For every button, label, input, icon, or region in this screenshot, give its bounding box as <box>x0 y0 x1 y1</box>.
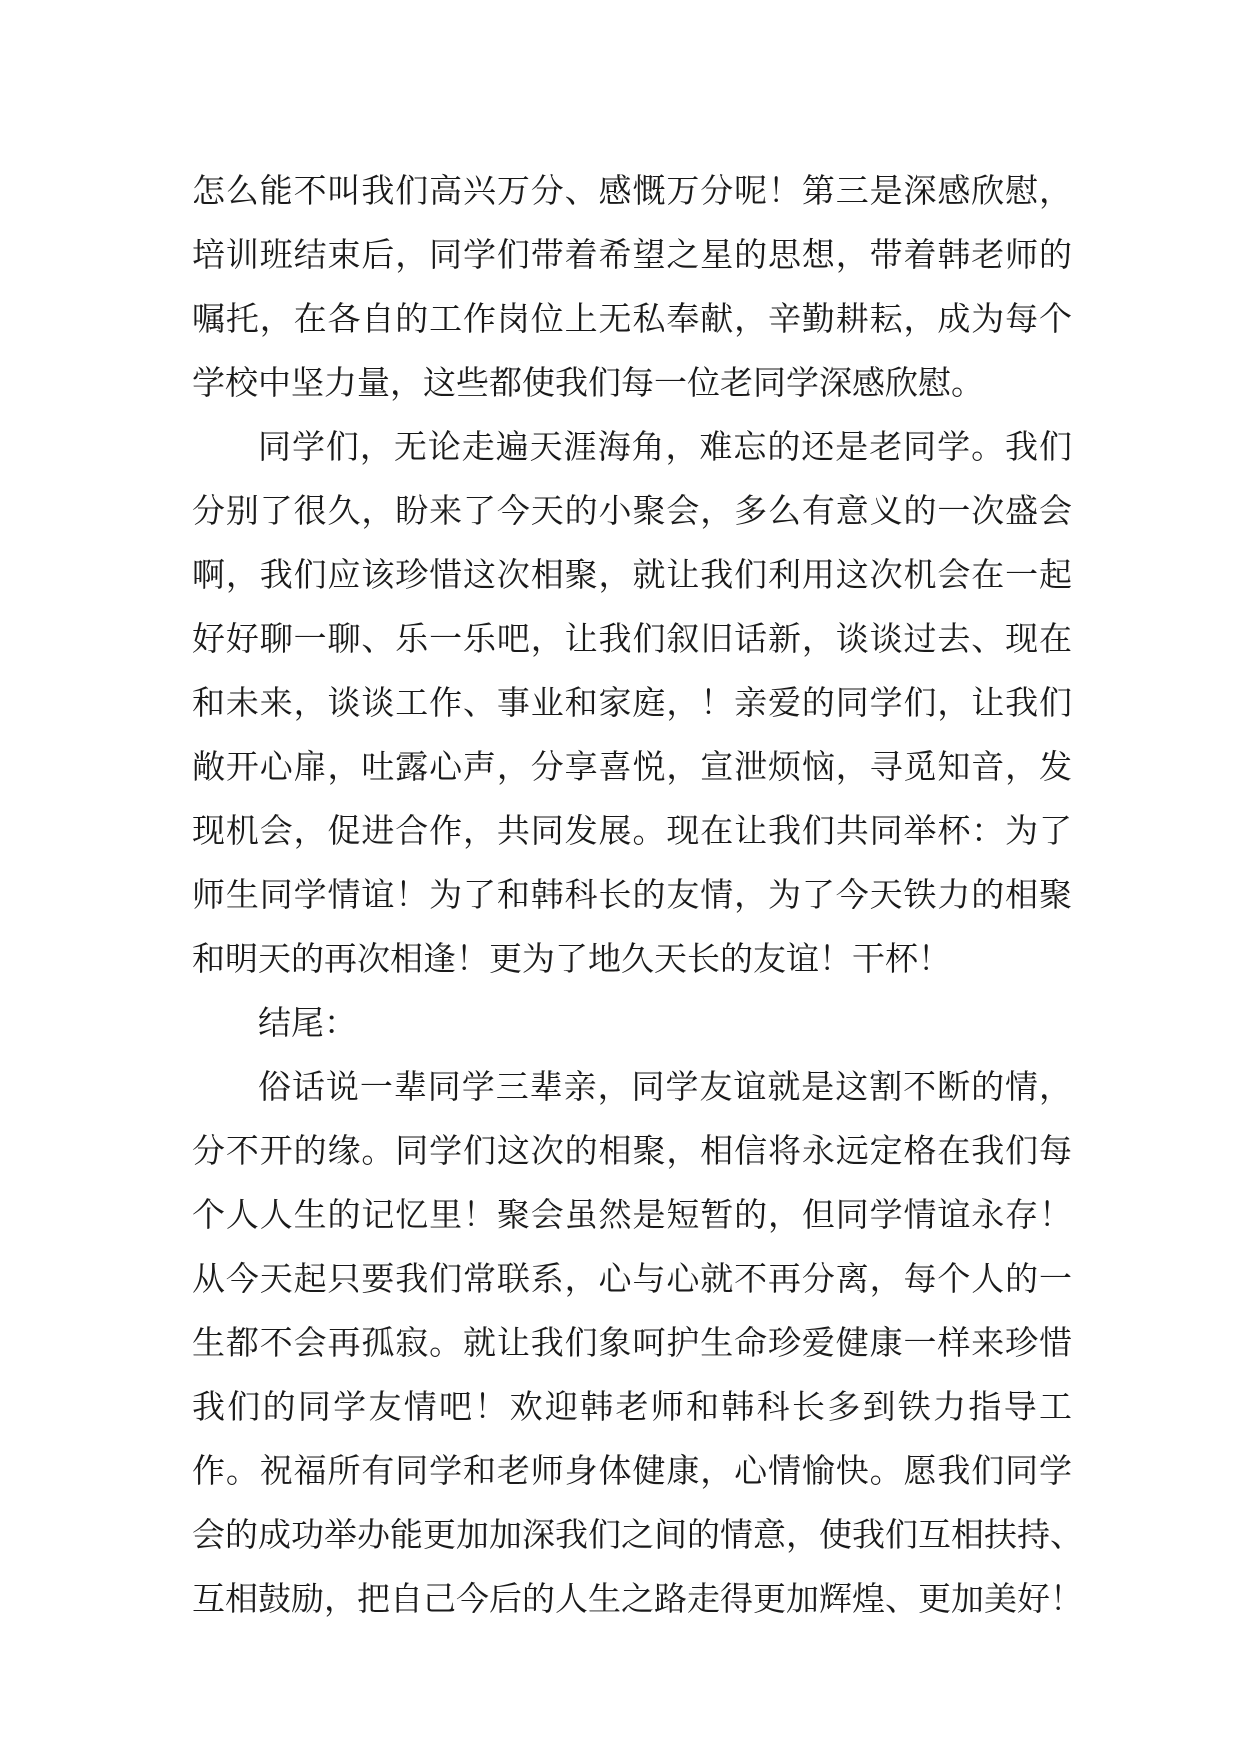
text-line: 我们的同学友情吧！欢迎韩老师和韩科长多到铁力指导工 <box>192 1387 1072 1426</box>
text-line: 和明天的再次相逢！更为了地久天长的友谊！干杯！ <box>192 939 951 978</box>
text-line: 生都不会再孤寂。就让我们象呵护生命珍爱健康一样来珍惜 <box>192 1323 1072 1362</box>
text-line: 师生同学情谊！为了和韩科长的友情，为了今天铁力的相聚 <box>192 875 1072 914</box>
text-line: 培训班结束后，同学们带着希望之星的思想，带着韩老师的 <box>192 235 1072 274</box>
paragraph-first-line: 俗话说一辈同学三辈亲，同学友谊就是这割不断的情， <box>258 1067 1072 1106</box>
paragraph-first-line: 同学们，无论走遍天涯海角，难忘的还是老同学。我们 <box>258 427 1072 466</box>
text-line: 从今天起只要我们常联系，心与心就不再分离，每个人的一 <box>192 1259 1072 1298</box>
text-line: 分别了很久，盼来了今天的小聚会，多么有意义的一次盛会 <box>192 491 1072 530</box>
text-line: 作。祝福所有同学和老师身体健康，心情愉快。愿我们同学 <box>192 1451 1072 1490</box>
text-line: 啊，我们应该珍惜这次相聚，就让我们利用这次机会在一起 <box>192 555 1072 594</box>
text-line: 和未来，谈谈工作、事业和家庭，！亲爱的同学们，让我们 <box>192 683 1072 722</box>
section-heading: 结尾： <box>258 1003 357 1042</box>
text-line: 会的成功举办能更加加深我们之间的情意，使我们互相扶持、 <box>192 1515 1083 1554</box>
text-line: 个人人生的记忆里！聚会虽然是短暂的，但同学情谊永存！ <box>192 1195 1072 1234</box>
text-line: 嘱托，在各自的工作岗位上无私奉献，辛勤耕耘，成为每个 <box>192 299 1072 338</box>
text-line: 怎么能不叫我们高兴万分、感慨万分呢！第三是深感欣慰， <box>192 171 1072 210</box>
text-line: 分不开的缘。同学们这次的相聚，相信将永远定格在我们每 <box>192 1131 1072 1170</box>
document-body <box>192 159 1083 1631</box>
text-line: 好好聊一聊、乐一乐吧，让我们叙旧话新，谈谈过去、现在 <box>192 619 1072 658</box>
text-line: 敞开心扉，吐露心声，分享喜悦，宣泄烦恼，寻觅知音，发 <box>192 747 1072 786</box>
text-line: 互相鼓励，把自己今后的人生之路走得更加辉煌、更加美好！ <box>192 1579 1083 1618</box>
text-line: 学校中坚力量，这些都使我们每一位老同学深感欣慰。 <box>192 363 984 402</box>
text-line: 现机会，促进合作，共同发展。现在让我们共同举杯：为了 <box>192 811 1072 850</box>
